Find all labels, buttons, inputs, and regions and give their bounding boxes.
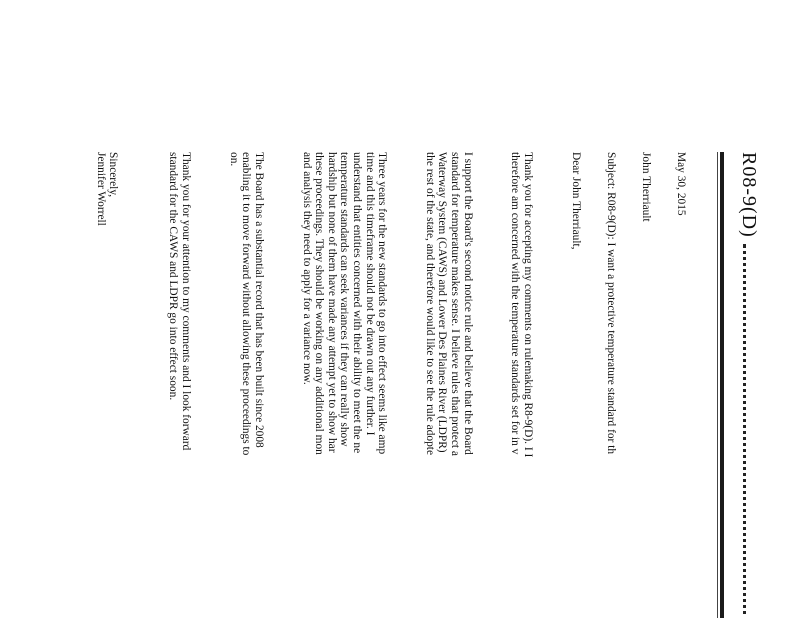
header-rule-thin bbox=[717, 152, 718, 618]
paragraph-line: on. bbox=[227, 152, 240, 167]
letter-body bbox=[72, 152, 700, 618]
paragraph-line: and analysis they need to apply for a variance now. bbox=[300, 152, 313, 385]
paragraph-4 bbox=[227, 152, 265, 618]
paragraph-line: hardship but none of them have made any attempt yet to show har bbox=[325, 152, 338, 453]
paragraph-line: The Board has a substantial record that has been built since 2008 bbox=[252, 152, 265, 448]
header-title: R08-9(D) bbox=[738, 152, 760, 238]
paragraph-line: therefore am concerned with the temperature standards set for in v bbox=[509, 152, 522, 455]
paragraph-1 bbox=[509, 152, 534, 618]
paragraph-line: enabling it to move forward without allowing these proceedings to bbox=[240, 152, 253, 456]
paragraph-line: standard for the CAWS and LDPR go into effect soon. bbox=[167, 152, 180, 401]
paragraph-line: Thank you for your attention to my comments and I look forward bbox=[179, 152, 192, 451]
paragraph-line: standard for temperature makes sense. I believe rules that protect a bbox=[449, 152, 462, 456]
paragraph-line: Thank you for accepting my comments on rulemaking R8-9(D). I I bbox=[522, 152, 535, 458]
paragraph-2 bbox=[423, 152, 473, 618]
header-dot-leader bbox=[743, 244, 756, 618]
letter-recipient: John Therriault bbox=[640, 152, 653, 222]
signature-block bbox=[94, 152, 119, 618]
paragraph-line: temperature standards can seek variances if they can really show bbox=[338, 152, 351, 447]
letter-date: May 30, 2015 bbox=[675, 152, 688, 216]
paragraph-line: time and this timeframe should not be drawn out any further. I bbox=[363, 152, 376, 436]
rotated-letter bbox=[94, 152, 760, 618]
paragraph-line: the rest of the state, and therefore would like to see the rule adopte bbox=[423, 152, 436, 456]
letter-header bbox=[726, 152, 760, 618]
header-rule-thick bbox=[720, 152, 724, 618]
letter-salutation: Dear John Therriault, bbox=[569, 152, 582, 250]
paragraph-line: these proceedings. They should be working on any additional mon bbox=[313, 152, 326, 455]
signer-name: Jennifer Worrell bbox=[94, 152, 107, 226]
paragraph-line: Three years for the new standards to go into effect seems like amp bbox=[376, 152, 389, 455]
paragraph-3 bbox=[300, 152, 388, 618]
paragraph-line: Waterway System (CAWS) and Lower Des Plaines River (LDPR) bbox=[436, 152, 449, 453]
letter-subject: Subject: R08-9(D): I want a protective temperature standard for th bbox=[605, 152, 618, 455]
paragraph-line: I support the Board's second notice rule and believe that the Board bbox=[461, 152, 474, 455]
paragraph-5 bbox=[167, 152, 192, 618]
paragraph-line: understand that entities concerned with their ability to meet the ne bbox=[350, 152, 363, 454]
closing: Sincerely, bbox=[107, 152, 120, 198]
